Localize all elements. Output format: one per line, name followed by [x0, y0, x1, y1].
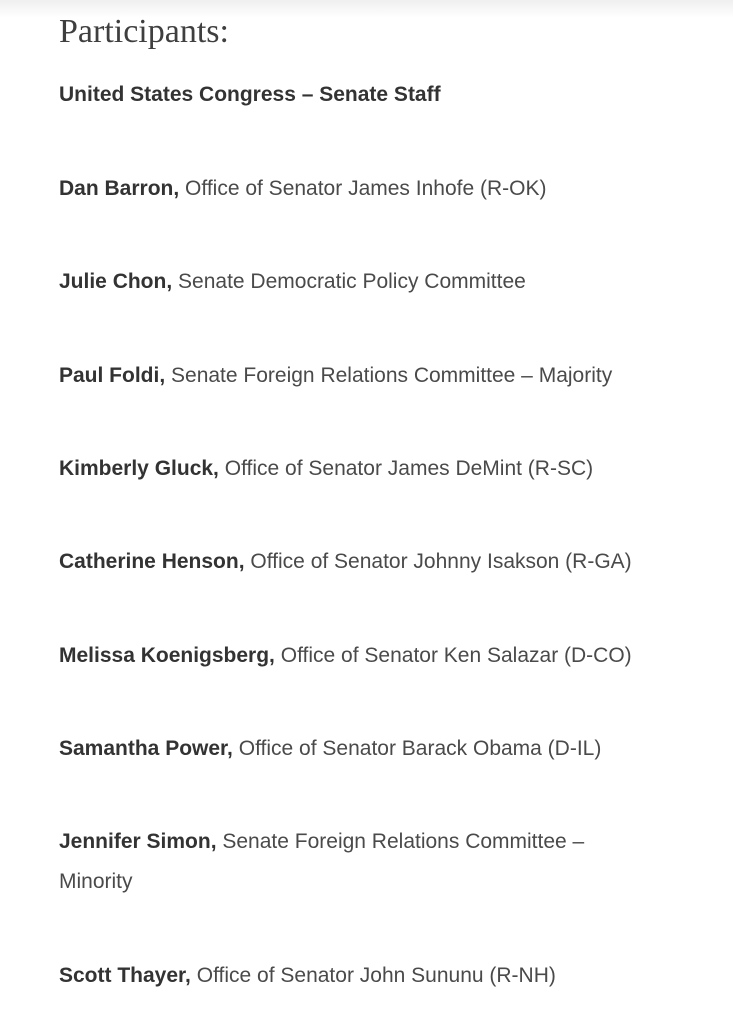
page-heading: Participants:: [59, 13, 229, 50]
participant-entry: [59, 822, 649, 902]
participant-name: Jennifer Simon,: [59, 830, 217, 853]
participant-entry: [59, 262, 679, 302]
participant-name: Julie Chon,: [59, 270, 173, 293]
participant-role: Office of Senator Barack Obama (D-IL): [238, 737, 602, 760]
participant-role: Senate Foreign Relations Committee – Minority: [59, 830, 585, 893]
participant-name: Catherine Henson,: [59, 550, 245, 573]
participant-entry: [59, 542, 679, 582]
participant-name: Scott Thayer,: [59, 964, 191, 987]
participant-entry: [59, 356, 679, 396]
participant-role: Office of Senator Johnny Isakson (R-GA): [250, 550, 632, 573]
participant-entry: [59, 449, 679, 489]
participant-name: Dan Barron,: [59, 177, 180, 200]
participant-role: Office of Senator Ken Salazar (D-CO): [280, 644, 632, 667]
participant-name: Paul Foldi,: [59, 364, 166, 387]
participant-entry: [59, 636, 679, 676]
participant-entry: [59, 956, 679, 996]
participant-entry: [59, 729, 679, 769]
group-title: United States Congress – Senate Staff: [59, 83, 441, 106]
participant-name: Melissa Koenigsberg,: [59, 644, 275, 667]
participant-role: Office of Senator James Inhofe (R-OK): [185, 177, 547, 200]
participant-entry: [59, 169, 679, 209]
participant-role: Senate Democratic Policy Committee: [178, 270, 526, 293]
participant-name: Kimberly Gluck,: [59, 457, 219, 480]
participant-role: Senate Foreign Relations Committee – Majority: [171, 364, 613, 387]
participant-name: Samantha Power,: [59, 737, 233, 760]
participant-role: Office of Senator James DeMint (R-SC): [224, 457, 594, 480]
participant-role: Office of Senator John Sununu (R-NH): [196, 964, 556, 987]
